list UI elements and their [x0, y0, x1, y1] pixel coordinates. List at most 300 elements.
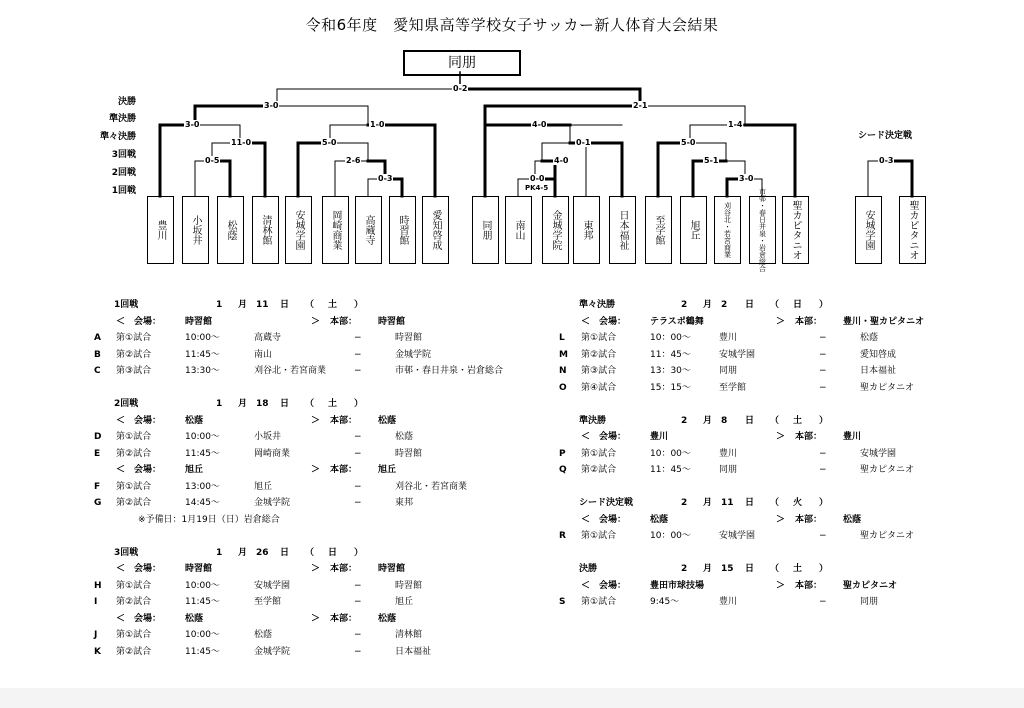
team-1: 金城学院 — [254, 498, 291, 508]
match-id: K — [94, 646, 101, 657]
venue-bracket-open: ＜ — [581, 316, 591, 327]
venue-bracket-close: ＞ — [311, 465, 321, 475]
champion-box: 同朋 — [403, 50, 521, 76]
spacer-row — [90, 380, 530, 397]
team-1: 松蔭 — [254, 630, 273, 640]
venue-row — [90, 561, 530, 578]
round-name: 3回戦 — [114, 547, 139, 558]
team-1: 豊川 — [719, 448, 738, 459]
round-header — [90, 396, 530, 413]
round-header — [90, 545, 530, 562]
match-row — [90, 479, 530, 496]
venue-bracket-close: ＞ — [311, 316, 321, 327]
match-number: 第③試合 — [581, 366, 617, 376]
score-sf-left: 3-0 — [264, 101, 279, 110]
team-2: 松蔭 — [395, 432, 414, 442]
team-2: 松蔭 — [860, 333, 879, 343]
team-2: 清林館 — [395, 630, 423, 640]
team-box — [505, 196, 532, 264]
date-month-unit: 月 — [238, 399, 248, 409]
venue-label: 会場： — [134, 415, 162, 426]
team-name: 聖カピタニオ — [790, 200, 801, 260]
score-seed: 0-3 — [879, 156, 894, 165]
match-time: 10:00〜 — [185, 333, 220, 343]
team-box — [182, 196, 209, 264]
score-qf2: 1-0 — [370, 120, 385, 129]
hq-name: 旭丘 — [378, 465, 397, 475]
venue-bracket-close: ＞ — [776, 580, 786, 591]
score-r1-a: 0-3 — [378, 174, 393, 183]
team-2: 刈谷北・若宮商業 — [395, 481, 468, 492]
venue-bracket-open: ＜ — [581, 580, 591, 591]
date-month: 2 — [681, 300, 688, 310]
vs-dash: − — [819, 382, 827, 393]
match-number: 第②試合 — [116, 349, 152, 360]
match-time: 10：00〜 — [650, 333, 691, 343]
note-row — [90, 512, 530, 529]
date-close: ） — [819, 415, 829, 426]
venue-label: 会場： — [599, 316, 627, 327]
venue-bracket-close: ＞ — [311, 564, 321, 574]
match-row — [90, 644, 530, 661]
match-number: 第②試合 — [116, 498, 152, 508]
seed-decision-label: シード決定戦 — [858, 131, 913, 141]
match-id: H — [94, 580, 102, 591]
team-name: 安城学園 — [293, 210, 304, 250]
team-name: 刈谷北・若宮商業 — [723, 202, 732, 258]
score-r2-4: 5-1 — [704, 156, 719, 165]
round-header — [555, 297, 995, 314]
match-time: 13:00〜 — [185, 481, 220, 492]
match-row — [555, 380, 995, 397]
venue-bracket-close: ＞ — [776, 514, 786, 525]
venue-bracket-open: ＜ — [116, 564, 126, 574]
score-r2-2: 2-6 — [346, 156, 361, 165]
hq-name: 時習館 — [378, 316, 406, 327]
team-box — [749, 188, 776, 272]
venue-bracket-close: ＞ — [311, 613, 321, 624]
hq-label: 本部： — [330, 465, 358, 475]
day-of-week: 土 — [793, 564, 803, 574]
match-id: I — [94, 597, 98, 607]
team-box — [542, 196, 569, 264]
team-1: 刈谷北・若宮商業 — [254, 366, 327, 376]
day-of-week: 日 — [328, 547, 338, 558]
vs-dash: − — [354, 432, 362, 442]
score-r3-3: 0-1 — [576, 138, 591, 147]
vs-dash: − — [354, 349, 362, 360]
match-time: 10:00〜 — [185, 580, 220, 591]
match-number: 第①試合 — [581, 531, 617, 541]
venue-bracket-close: ＞ — [776, 432, 786, 442]
match-time: 11:45〜 — [185, 448, 220, 459]
hq-label: 本部： — [795, 316, 823, 327]
vs-dash: − — [819, 349, 827, 360]
team-box — [609, 196, 636, 264]
round-header — [90, 297, 530, 314]
date-day-unit: 日 — [745, 498, 755, 508]
team-name: 清林館 — [260, 215, 271, 245]
team-box — [252, 196, 279, 264]
date-month-unit: 月 — [703, 498, 713, 508]
match-number: 第①試合 — [116, 432, 152, 442]
date-month-unit: 月 — [703, 415, 713, 426]
match-row — [90, 347, 530, 364]
date-month: 2 — [681, 564, 688, 574]
venue-name: 松蔭 — [185, 613, 204, 624]
vs-dash: − — [354, 366, 362, 376]
match-row — [555, 462, 995, 479]
hq-label: 本部： — [795, 514, 823, 525]
date-day: 11 — [721, 498, 734, 508]
venue-name: 松蔭 — [185, 415, 204, 426]
round-label-round3: 3回戦 — [111, 150, 136, 160]
hq-label: 本部： — [330, 415, 358, 426]
venue-row — [555, 578, 995, 595]
score-qf1: 3-0 — [185, 120, 200, 129]
date-close: ） — [819, 300, 829, 310]
match-id: B — [94, 349, 101, 360]
team-2: 安城学園 — [860, 448, 897, 459]
match-time: 10：00〜 — [650, 448, 691, 459]
match-id: F — [94, 481, 101, 492]
team-box — [422, 196, 449, 264]
match-row — [555, 594, 995, 611]
team-1: 豊川 — [719, 333, 738, 343]
venue-label: 会場： — [134, 316, 162, 327]
date-open: （ — [770, 415, 780, 426]
match-row — [90, 495, 530, 512]
team-1: 同朋 — [719, 366, 738, 376]
spacer-row — [555, 545, 995, 562]
match-number: 第③試合 — [116, 366, 152, 376]
team-box — [680, 196, 707, 264]
round-name: 1回戦 — [114, 300, 139, 310]
date-close: ） — [354, 547, 364, 558]
team-name: 岡崎商業 — [330, 210, 341, 250]
team-box — [573, 196, 600, 264]
hq-label: 本部： — [795, 580, 823, 591]
date-month-unit: 月 — [703, 300, 713, 310]
match-time: 14:45〜 — [185, 498, 220, 508]
match-time: 15：15〜 — [650, 382, 691, 393]
date-open: （ — [305, 547, 315, 558]
match-id: G — [94, 498, 102, 508]
round-header — [555, 495, 995, 512]
score-r3-1: 11-0 — [231, 138, 252, 147]
date-month: 2 — [681, 415, 688, 426]
venue-row — [555, 429, 995, 446]
day-of-week: 土 — [328, 399, 338, 409]
venue-label: 会場： — [134, 465, 162, 475]
team-2: 時習館 — [395, 448, 423, 459]
vs-dash: − — [819, 366, 827, 376]
team-box — [285, 196, 312, 264]
team-name: 同朋 — [480, 220, 491, 240]
venue-row — [90, 462, 530, 479]
team-2: 同朋 — [860, 597, 879, 607]
score-r2-3: 4-0 — [554, 156, 569, 165]
seed-team-box — [899, 196, 926, 264]
team-name: 南山 — [513, 220, 524, 240]
team-box — [147, 196, 174, 264]
match-id: P — [559, 448, 566, 459]
venue-bracket-close: ＞ — [311, 415, 321, 426]
date-open: （ — [305, 300, 315, 310]
round-name: 準決勝 — [579, 415, 607, 426]
venue-label: 会場： — [599, 432, 627, 442]
team-1: 南山 — [254, 349, 273, 360]
team-2: 愛知啓成 — [860, 349, 897, 360]
score-r1-b: 0-0 — [530, 174, 545, 183]
match-row — [555, 363, 995, 380]
vs-dash: − — [354, 580, 362, 591]
team-name: 旭丘 — [688, 220, 699, 240]
match-number: 第①試合 — [116, 630, 152, 640]
score-r1-b-pk: PK4-5 — [525, 184, 549, 192]
date-month: 1 — [216, 399, 223, 409]
match-row — [90, 363, 530, 380]
venue-name: 松蔭 — [650, 514, 669, 525]
vs-dash: − — [819, 531, 827, 541]
team-2: 日本福祉 — [860, 366, 897, 376]
team-box — [714, 196, 741, 264]
match-time: 11：45〜 — [650, 349, 691, 360]
team-name: 至学館 — [653, 215, 664, 245]
team-1: 岡崎商業 — [254, 448, 291, 459]
seed-team-box — [855, 196, 882, 264]
match-id: S — [559, 597, 566, 607]
team-name: 安城学園 — [863, 210, 874, 250]
venue-bracket-open: ＜ — [581, 514, 591, 525]
day-of-week: 日 — [793, 300, 803, 310]
score-sf-right: 2-1 — [633, 101, 648, 110]
team-name: 時習館 — [397, 215, 408, 245]
match-id: C — [94, 366, 101, 376]
day-of-week: 土 — [328, 300, 338, 310]
score-qf4: 1-4 — [728, 120, 743, 129]
team-2: 聖カピタニオ — [860, 531, 915, 541]
score-r3-4: 5-0 — [681, 138, 696, 147]
venue-bracket-open: ＜ — [116, 316, 126, 327]
hq-name: 松蔭 — [378, 613, 397, 624]
schedule-right — [555, 297, 995, 611]
match-row — [90, 330, 530, 347]
venue-row — [90, 314, 530, 331]
team-2: 旭丘 — [395, 597, 414, 607]
date-month: 2 — [681, 498, 688, 508]
venue-label: 会場： — [134, 613, 162, 624]
page-title: 令和6年度 愛知県高等学校女子サッカー新人体育大会結果 — [305, 16, 719, 34]
spacer-row — [555, 479, 995, 496]
date-day-unit: 日 — [280, 399, 290, 409]
venue-row — [555, 512, 995, 529]
date-month: 1 — [216, 547, 223, 558]
match-id: O — [559, 382, 567, 393]
schedule-left — [90, 297, 530, 660]
team-name: 東邦 — [581, 220, 592, 240]
team-1: 至学館 — [254, 597, 282, 607]
score-final: 0-2 — [453, 84, 468, 93]
venue-name: 旭丘 — [185, 465, 204, 475]
hq-name: 豊川・聖カピタニオ — [843, 316, 925, 327]
venue-name: 時習館 — [185, 316, 213, 327]
vs-dash: − — [354, 448, 362, 459]
team-2: 日本福祉 — [395, 646, 432, 657]
match-row — [90, 627, 530, 644]
match-time: 13:30〜 — [185, 366, 220, 376]
team-name: 聖カピタニオ — [907, 200, 918, 260]
vs-dash: − — [354, 333, 362, 343]
reserve-day-note: ※予備日：1月19日（日）岩倉総合 — [138, 514, 280, 525]
team-2: 金城学院 — [395, 349, 432, 360]
date-open: （ — [770, 564, 780, 574]
match-time: 10:00〜 — [185, 630, 220, 640]
match-id: D — [94, 432, 102, 442]
team-2: 時習館 — [395, 333, 423, 343]
match-row — [90, 429, 530, 446]
match-row — [90, 594, 530, 611]
date-open: （ — [305, 399, 315, 409]
vs-dash: − — [819, 333, 827, 343]
venue-bracket-open: ＜ — [116, 465, 126, 475]
date-day-unit: 日 — [745, 564, 755, 574]
hq-name: 松蔭 — [378, 415, 397, 426]
match-number: 第①試合 — [581, 448, 617, 459]
vs-dash: − — [819, 448, 827, 459]
venue-row — [90, 611, 530, 628]
team-1: 小坂井 — [254, 432, 282, 442]
match-row — [90, 578, 530, 595]
score-r1-c: 3-0 — [739, 174, 754, 183]
vs-dash: − — [354, 498, 362, 508]
round-name: 決勝 — [579, 564, 598, 574]
date-month-unit: 月 — [238, 547, 248, 558]
round-name: 2回戦 — [114, 399, 139, 409]
team-box — [389, 196, 416, 264]
date-day: 8 — [721, 415, 728, 426]
spacer-row — [555, 396, 995, 413]
match-row — [555, 330, 995, 347]
venue-bracket-close: ＞ — [776, 316, 786, 327]
team-name: 高蔵寺 — [363, 215, 374, 245]
match-id: N — [559, 366, 567, 376]
round-label-semifinal: 準決勝 — [108, 114, 136, 124]
date-day: 11 — [256, 300, 269, 310]
match-time: 11:45〜 — [185, 646, 220, 657]
team-name: 愛知啓成 — [430, 210, 441, 250]
team-2: 市邨・春日井泉・岩倉総合 — [395, 366, 504, 376]
team-1: 金城学院 — [254, 646, 291, 657]
vs-dash: − — [354, 630, 362, 640]
team-box — [472, 196, 499, 264]
team-box — [322, 196, 349, 264]
match-time: 9:45〜 — [650, 597, 680, 607]
vs-dash: − — [354, 646, 362, 657]
hq-name: 豊川 — [843, 432, 862, 442]
venue-bracket-open: ＜ — [116, 415, 126, 426]
round-label-round2: 2回戦 — [111, 168, 136, 178]
team-name: 豊川 — [155, 220, 166, 240]
match-id: E — [94, 448, 101, 459]
team-box — [645, 196, 672, 264]
vs-dash: − — [354, 481, 362, 492]
match-number: 第①試合 — [116, 333, 152, 343]
match-id: R — [559, 531, 566, 541]
match-id: J — [94, 630, 98, 640]
venue-bracket-open: ＜ — [581, 432, 591, 442]
team-box — [782, 196, 809, 264]
date-day: 18 — [256, 399, 269, 409]
match-number: 第②試合 — [116, 597, 152, 607]
score-r2-1: 0-5 — [205, 156, 220, 165]
date-day-unit: 日 — [745, 300, 755, 310]
match-time: 11:45〜 — [185, 597, 220, 607]
team-1: 高蔵寺 — [254, 333, 282, 343]
team-name: 小坂井 — [190, 215, 201, 245]
venue-label: 会場： — [599, 580, 627, 591]
vs-dash: − — [819, 597, 827, 607]
hq-label: 本部： — [330, 564, 358, 574]
score-qf3: 4-0 — [532, 120, 547, 129]
team-box — [355, 196, 382, 264]
team-2: 聖カピタニオ — [860, 382, 915, 393]
match-time: 10：00〜 — [650, 531, 691, 541]
match-time: 11:45〜 — [185, 349, 220, 360]
vs-dash: − — [819, 465, 827, 475]
hq-label: 本部： — [330, 613, 358, 624]
match-number: 第②試合 — [581, 465, 617, 475]
match-number: 第①試合 — [116, 481, 152, 492]
venue-row — [555, 314, 995, 331]
venue-name: 豊川 — [650, 432, 669, 442]
date-day: 26 — [256, 547, 269, 558]
hq-name: 聖カピタニオ — [843, 580, 898, 591]
vs-dash: − — [354, 597, 362, 607]
venue-name: 時習館 — [185, 564, 213, 574]
match-time: 10:00〜 — [185, 432, 220, 442]
match-number: 第④試合 — [581, 382, 617, 393]
match-time: 13：30〜 — [650, 366, 691, 376]
date-close: ） — [819, 564, 829, 574]
match-id: L — [559, 333, 565, 343]
date-month-unit: 月 — [238, 300, 248, 310]
team-2: 東邦 — [395, 498, 414, 508]
date-day-unit: 日 — [745, 415, 755, 426]
match-id: M — [559, 349, 568, 360]
team-box — [217, 196, 244, 264]
team-1: 豊川 — [719, 597, 738, 607]
team-1: 至学館 — [719, 382, 747, 393]
hq-label: 本部： — [330, 316, 358, 327]
date-day: 15 — [721, 564, 734, 574]
match-id: Q — [559, 465, 567, 475]
team-2: 聖カピタニオ — [860, 465, 915, 475]
match-time: 11：45〜 — [650, 465, 691, 475]
date-month: 1 — [216, 300, 223, 310]
round-header — [555, 561, 995, 578]
team-1: 安城学園 — [719, 349, 756, 360]
venue-bracket-open: ＜ — [116, 613, 126, 624]
date-day-unit: 日 — [280, 300, 290, 310]
match-number: 第②試合 — [116, 448, 152, 459]
team-1: 安城学園 — [719, 531, 756, 541]
round-label-quarterfinal: 準々決勝 — [99, 132, 136, 142]
venue-row — [90, 413, 530, 430]
hq-name: 時習館 — [378, 564, 406, 574]
round-name: シード決定戦 — [579, 498, 634, 508]
match-row — [555, 347, 995, 364]
